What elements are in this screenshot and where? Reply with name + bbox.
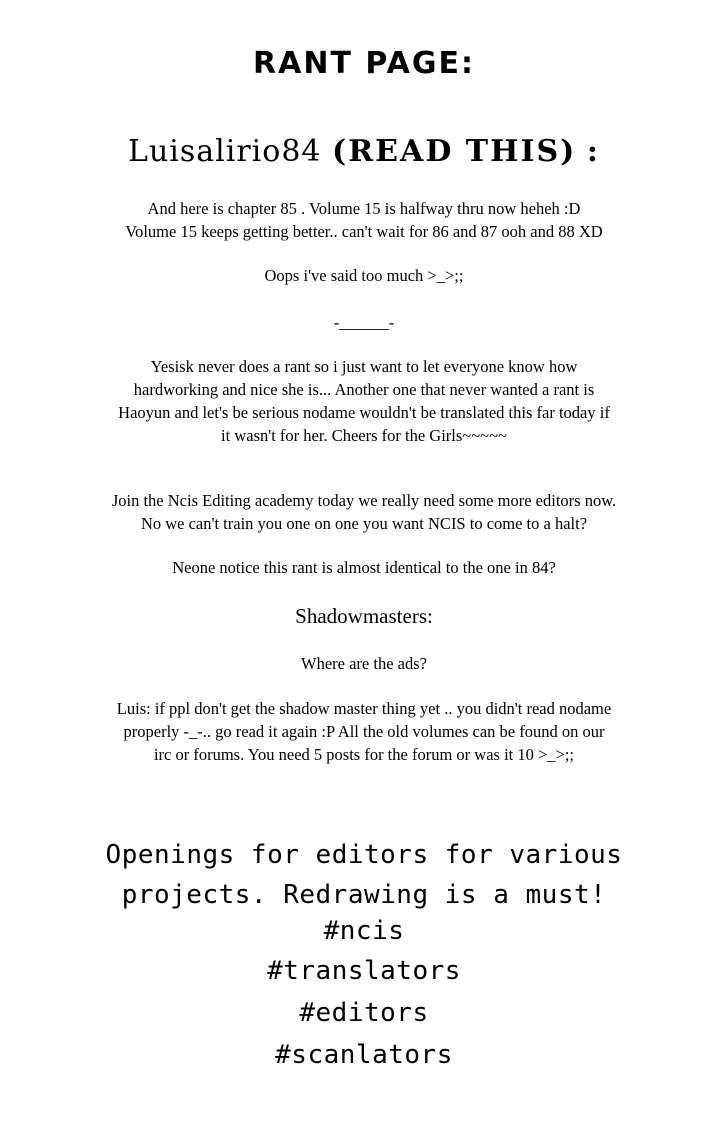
paragraph-line: hardworking and nice she is... Another one that never wanted a rant is	[133, 380, 595, 399]
paragraph-line: Haoyun and let's be serious nodame wouldn't be translated this far today if	[118, 403, 610, 422]
shadowmasters-heading: Shadowmasters:	[295, 604, 433, 628]
paragraph-line: properly -_-.. go read it again :P All the old volumes can be found on our	[123, 722, 605, 741]
author-heading-colon: :	[586, 134, 600, 169]
paragraph-line: irc or forums. You need 5 posts for the forum or was it 10 >_>;;	[153, 745, 575, 764]
paragraph-line: Luis: if ppl don't get the shadow master thing yet .. you didn't read nodame	[116, 699, 612, 718]
paragraph-line: Where are the ads?	[301, 654, 427, 673]
divider-line: -______-	[333, 313, 395, 332]
author-name: Luisalirio84	[128, 134, 322, 169]
paragraph-line: No we can't train you one on one you want NCIS to come to a halt?	[140, 514, 588, 533]
promo-tag-translators: #translators	[267, 956, 461, 986]
paragraph-line: Join the Ncis Editing academy today we really need some more editors now.	[111, 491, 617, 510]
promo-tag-scanlators: #scanlators	[275, 1040, 453, 1070]
paragraph-line: Yesisk never does a rant so i just want to let everyone know how	[150, 357, 578, 376]
paragraph-line: And here is chapter 85 . Volume 15 is halfway thru now heheh :D	[147, 199, 581, 218]
promo-line: Openings for editors for various	[105, 840, 623, 870]
read-this-note: (READ THIS)	[332, 134, 577, 169]
promo-tag-editors: #editors	[299, 998, 429, 1028]
author-heading	[0, 134, 728, 169]
paragraph-line: it wasn't for her. Cheers for the Girls~~~~~	[221, 426, 507, 445]
promo-line: projects. Redrawing is a must!	[121, 880, 607, 910]
paragraph-line: Neone notice this rant is almost identical to the one in 84?	[172, 558, 556, 577]
paragraph-line: Volume 15 keeps getting better.. can't wait for 86 and 87 ooh and 88 XD	[125, 222, 603, 241]
page-title: RANT PAGE:	[253, 46, 475, 81]
paragraph-line: Oops i've said too much >_>;;	[264, 266, 464, 285]
promo-tag-ncis: #ncis	[323, 916, 405, 946]
